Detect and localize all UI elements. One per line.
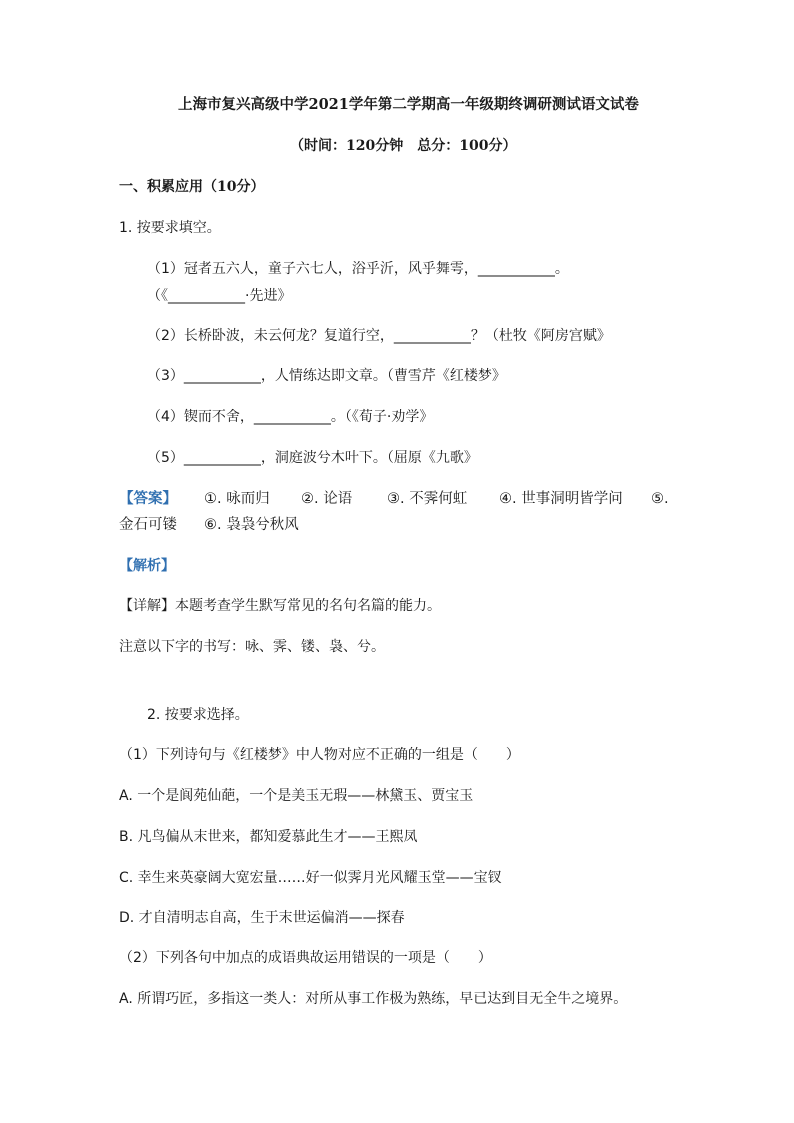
answer-item: ④. 世事洞明皆学问	[499, 491, 623, 507]
answer-label: 【答案】	[119, 491, 177, 507]
fill-item-4: （4）锲而不舍，___________。（《荀子·劝学》	[147, 409, 434, 425]
option-b: B. 凡鸟偏从末世来，都知爱慕此生才——王熙凤	[119, 829, 418, 845]
question-2-2: （2）下列各句中加点的成语典故运用错误的一项是（ ）	[119, 950, 492, 966]
answer-item: ⑥. 袅袅兮秋风	[204, 517, 299, 533]
option-c: C. 幸生来英豪阔大宽宏量……好一似霁月光风耀玉堂——宝钗	[119, 870, 502, 886]
answer-row	[119, 490, 679, 508]
section-heading: 一、积累应用（10分）	[119, 179, 265, 195]
answer-item: 金石可镂	[119, 517, 177, 533]
analysis-note: 注意以下字的书写：咏、霁、镂、袅、兮。	[119, 639, 385, 655]
exam-subtitle: （时间：120分钟 总分：100分）	[290, 138, 517, 154]
option-d: D. 才自清明志自高，生于末世运偏消——探春	[119, 910, 405, 926]
question-1-prompt: 1. 按要求填空。	[119, 220, 221, 236]
exam-title: 上海市复兴高级中学2021学年第二学期高一年级期终调研测试语文试卷	[178, 96, 639, 113]
answer-item: ②. 论语	[301, 491, 353, 507]
analysis-detail: 【详解】本题考查学生默写常见的名句名篇的能力。	[119, 598, 441, 614]
question-2-1: （1）下列诗句与《红楼梦》中人物对应不正确的一组是（ ）	[119, 747, 520, 763]
fill-item-1-source: （《___________·先进》	[147, 288, 292, 304]
answer-row-2	[119, 516, 419, 534]
answer-item: ①. 咏而归	[204, 491, 270, 507]
analysis-label: 【解析】	[119, 558, 175, 574]
fill-item-2: （2）长桥卧波，未云何龙？复道行空，___________？（杜牧《阿房宫赋》	[147, 328, 611, 344]
fill-item-3: （3）___________，人情练达即文章。（曹雪芹《红楼梦》	[147, 368, 506, 384]
answer-item: ⑤.	[651, 491, 669, 507]
fill-item-5: （5）___________，洞庭波兮木叶下。（屈原《九歌》	[147, 450, 478, 466]
option-a: A. 所谓巧匠，多指这一类人：对所从事工作极为熟练，早已达到目无全牛之境界。	[119, 991, 628, 1007]
question-2-prompt: 2. 按要求选择。	[147, 707, 249, 723]
option-a: A. 一个是阆苑仙葩，一个是美玉无瑕——林黛玉、贾宝玉	[119, 788, 474, 804]
answer-item: ③. 不霁何虹	[387, 491, 468, 507]
fill-item-1: （1）冠者五六人，童子六七人，浴乎沂，风乎舞雩，___________。	[147, 261, 569, 277]
